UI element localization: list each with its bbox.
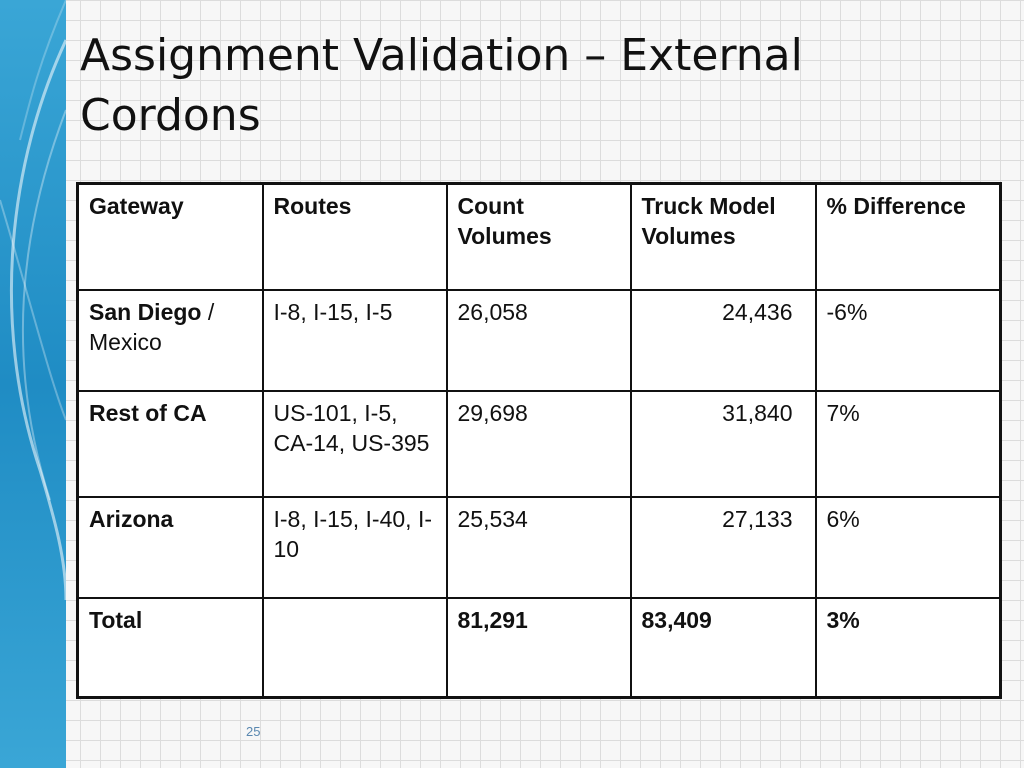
total-diff: 3% xyxy=(816,598,1001,698)
slide-title: Assignment Validation – External Cordons xyxy=(80,30,803,141)
page-number: 25 xyxy=(246,724,261,739)
table-row xyxy=(78,497,1001,598)
total-label: Total xyxy=(78,598,263,698)
header-count-volumes: Count Volumes xyxy=(447,184,631,290)
header-percent-difference: % Difference xyxy=(816,184,1001,290)
count-cell: 29,698 xyxy=(447,391,631,497)
decorative-side-bar xyxy=(0,0,66,768)
total-routes xyxy=(263,598,447,698)
gateway-name: Rest of CA xyxy=(89,399,207,426)
diff-cell: 6% xyxy=(816,497,1001,598)
cordon-validation-table xyxy=(76,182,1002,699)
table-header-row xyxy=(78,184,1001,290)
count-cell: 26,058 xyxy=(447,290,631,391)
swoosh-decoration xyxy=(0,0,66,768)
total-model: 83,409 xyxy=(631,598,816,698)
routes-cell: I-8, I-15, I-40, I-10 xyxy=(263,497,447,598)
table-row xyxy=(78,290,1001,391)
gateway-name: Arizona xyxy=(89,505,174,532)
table-total-row xyxy=(78,598,1001,698)
gateway-cell xyxy=(78,391,263,497)
model-cell: 24,436 xyxy=(631,290,816,391)
table-row xyxy=(78,391,1001,497)
gateway-cell xyxy=(78,497,263,598)
model-cell: 31,840 xyxy=(631,391,816,497)
model-cell: 27,133 xyxy=(631,497,816,598)
count-cell: 25,534 xyxy=(447,497,631,598)
gateway-cell xyxy=(78,290,263,391)
diff-cell: 7% xyxy=(816,391,1001,497)
routes-cell: I-8, I-15, I-5 xyxy=(263,290,447,391)
routes-cell: US-101, I-5, CA-14, US-395 xyxy=(263,391,447,497)
diff-cell: -6% xyxy=(816,290,1001,391)
header-gateway: Gateway xyxy=(78,184,263,290)
gateway-suffix: / Mexico xyxy=(89,298,215,355)
total-count: 81,291 xyxy=(447,598,631,698)
gateway-name: San Diego xyxy=(89,298,202,325)
header-truck-model-volumes: Truck Model Volumes xyxy=(631,184,816,290)
header-routes: Routes xyxy=(263,184,447,290)
